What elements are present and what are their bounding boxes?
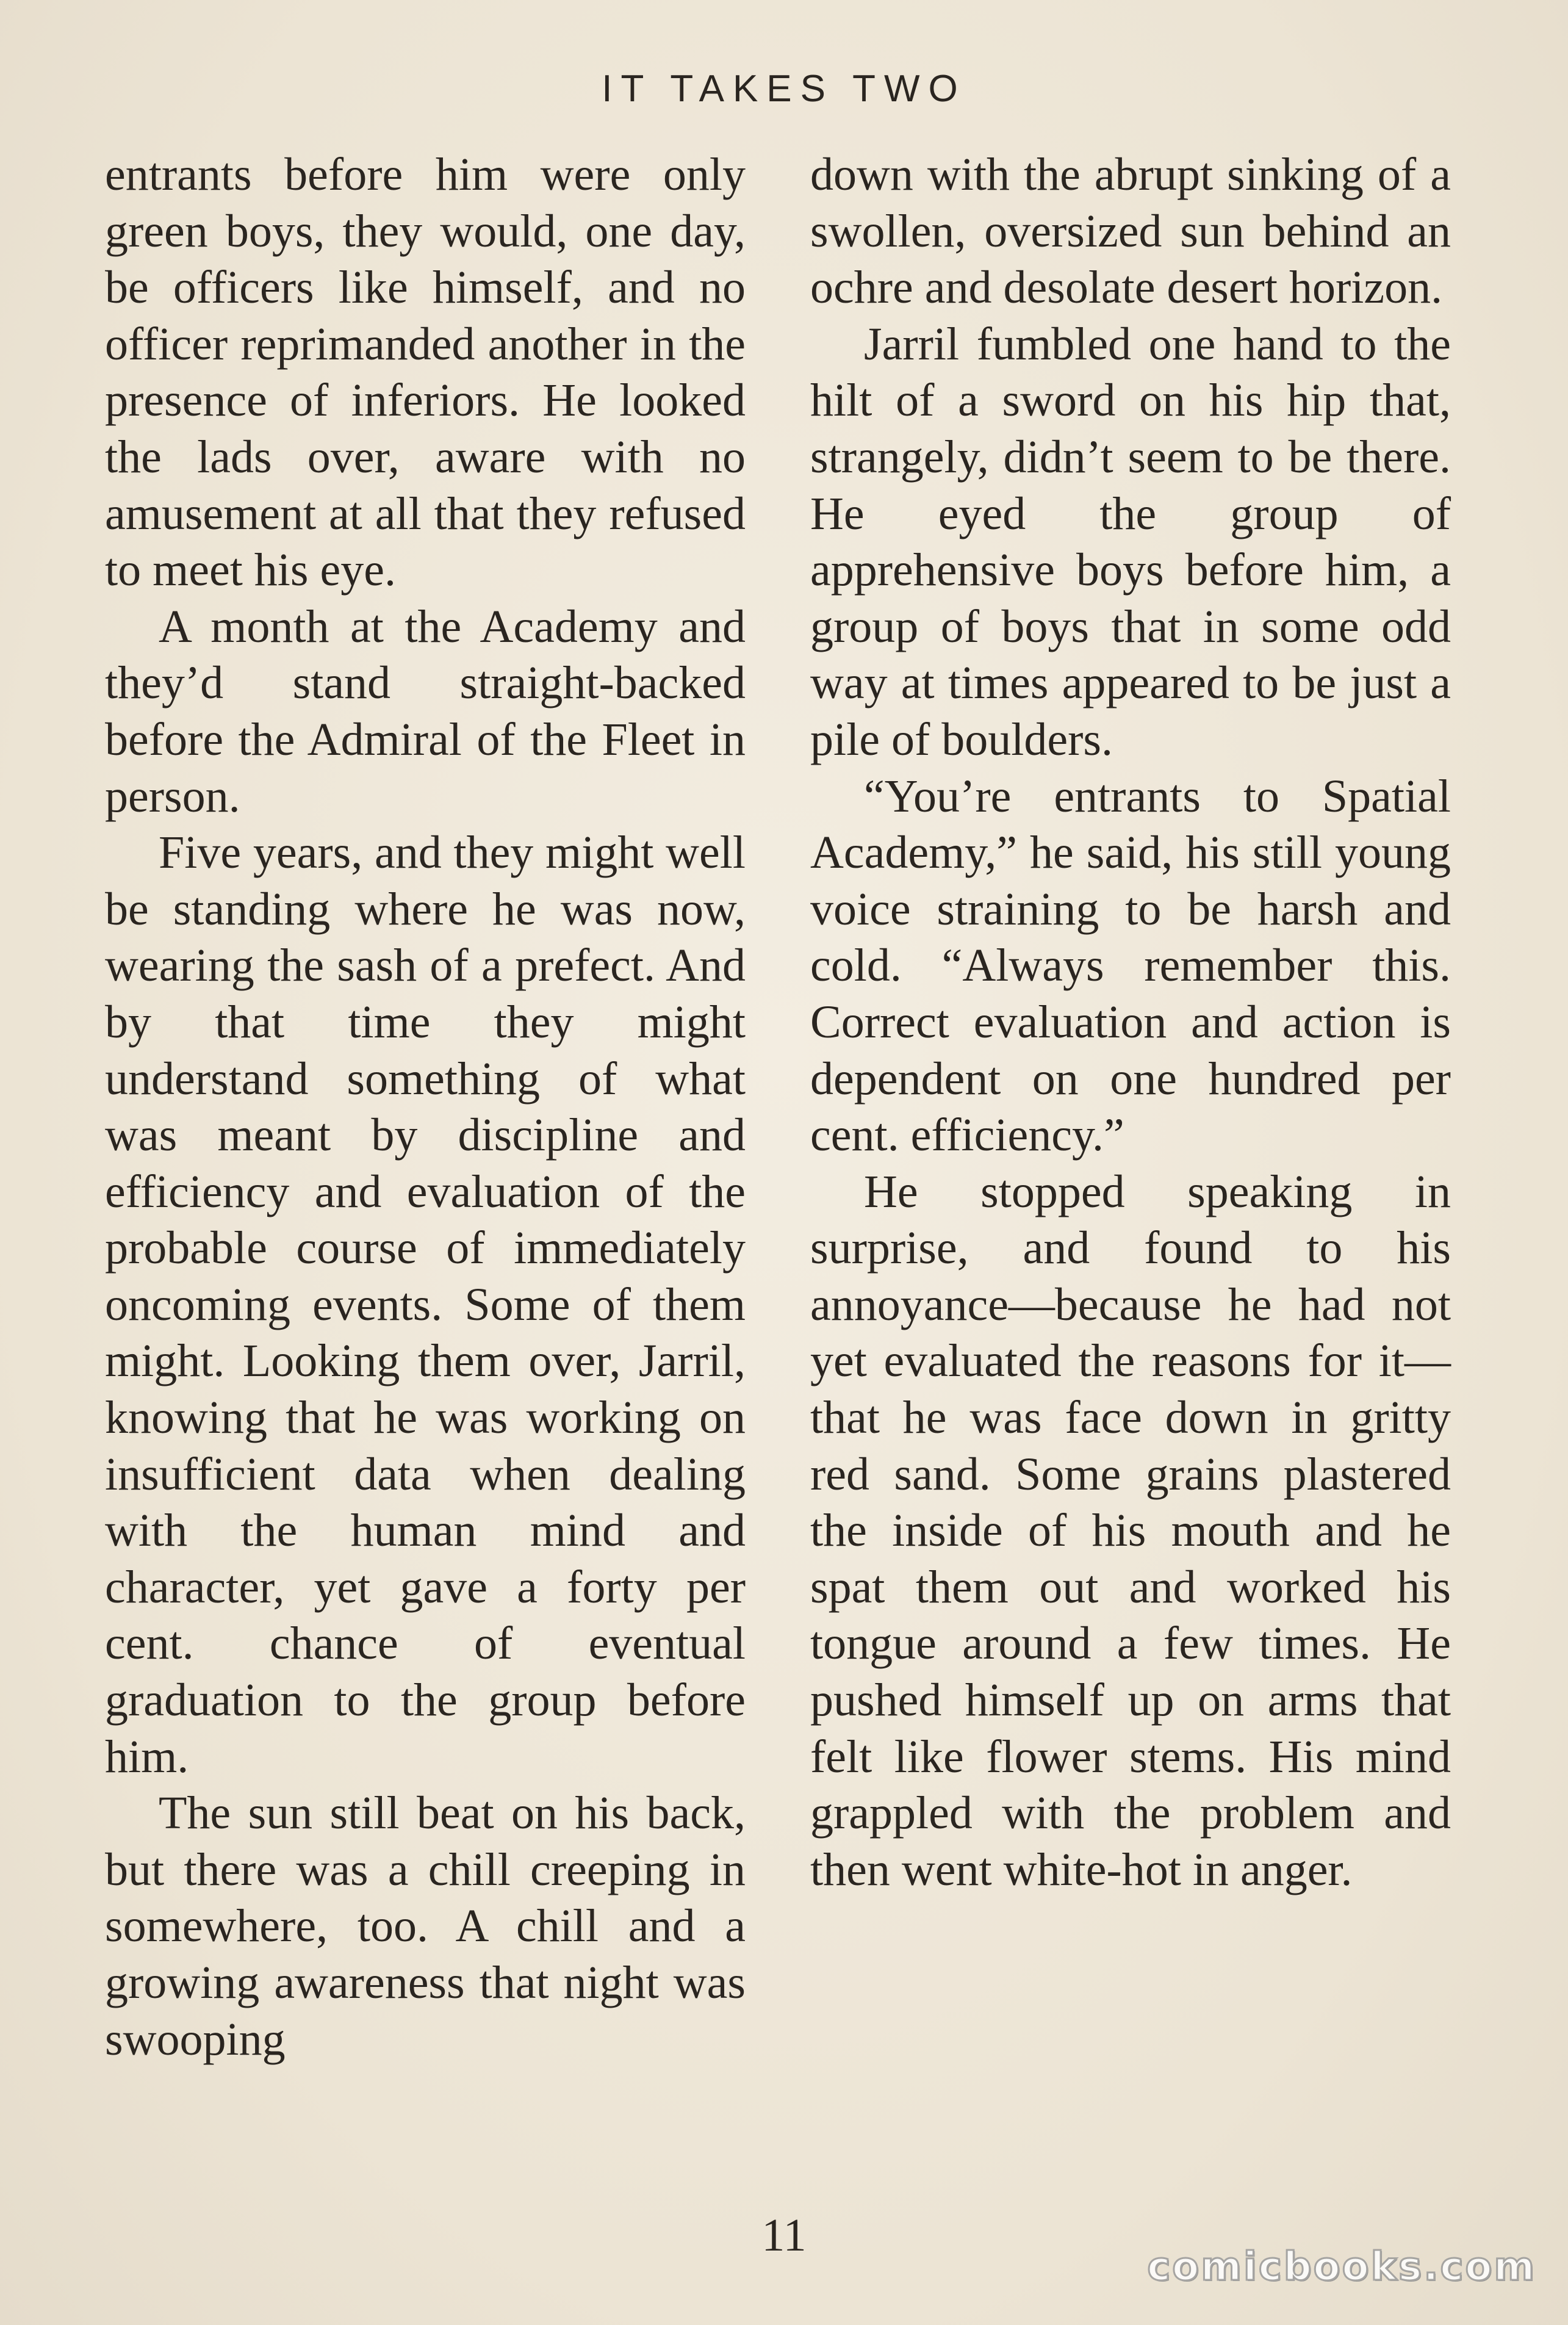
paragraph: The sun still beat on his back, but there was a chill creeping in somewhere, too. A chill and a growing awareness that night was swooping bbox=[105, 1787, 746, 2065]
paragraph: Jarril fumbled one hand to the hilt of a sword on his hip that, strangely, didn’t seem to be there. He eyed the group of apprehensive boys before him, a group of boys that in some odd way at times appeared to be just a pile of boulders. bbox=[810, 318, 1451, 765]
page-number: 11 bbox=[761, 2210, 807, 2261]
paragraph: “You’re entrants to Spatial Academy,” he said, his still young voice straining to be harsh and cold. “Always remember this. Correct evaluation and action is dependent on one hundred per cent. efficiency.” bbox=[810, 770, 1451, 1161]
paragraph: down with the abrupt sinking of a swollen, oversized sun behind an ochre and desolate desert horizon. bbox=[810, 149, 1451, 314]
paragraph: entrants before him were only green boys, they would, one day, be officers like himself, and no officer reprimanded another in the presence of inferiors. He looked the lads over, aware with no amusement at all that they refused to meet his eye. bbox=[105, 149, 746, 596]
left-column bbox=[105, 146, 746, 2067]
watermark-logo: comicbooks.com bbox=[1147, 2244, 1536, 2290]
paragraph: A month at the Academy and they’d stand straight-backed before the Admiral of the Fleet in person. bbox=[105, 600, 746, 822]
right-column bbox=[810, 146, 1451, 1898]
running-head: IT TAKES TWO bbox=[602, 68, 966, 110]
paragraph: He stopped speaking in surprise, and found to his annoyance—because he had not yet evaluated the reasons for it—that he was face down in gritty red sand. Some grains plastered the inside of his mouth and he spat them out and worked his tongue around a few times. He pushed himself up on arms that felt like flower stems. His mind grappled with the problem and then went white-hot in anger. bbox=[810, 1166, 1451, 1895]
paragraph: Five years, and they might well be standing where he was now, wearing the sash of a prefect. And by that time they might understand something of what was meant by discipline and efficiency and evaluation of the probable course of immediately oncoming events. Some of them might. Looking them over, Jarril, knowing that he was working on insufficient data when dealing with the human mind and character, yet gave a forty per cent. chance of eventual graduation to the group before him. bbox=[105, 827, 746, 1782]
